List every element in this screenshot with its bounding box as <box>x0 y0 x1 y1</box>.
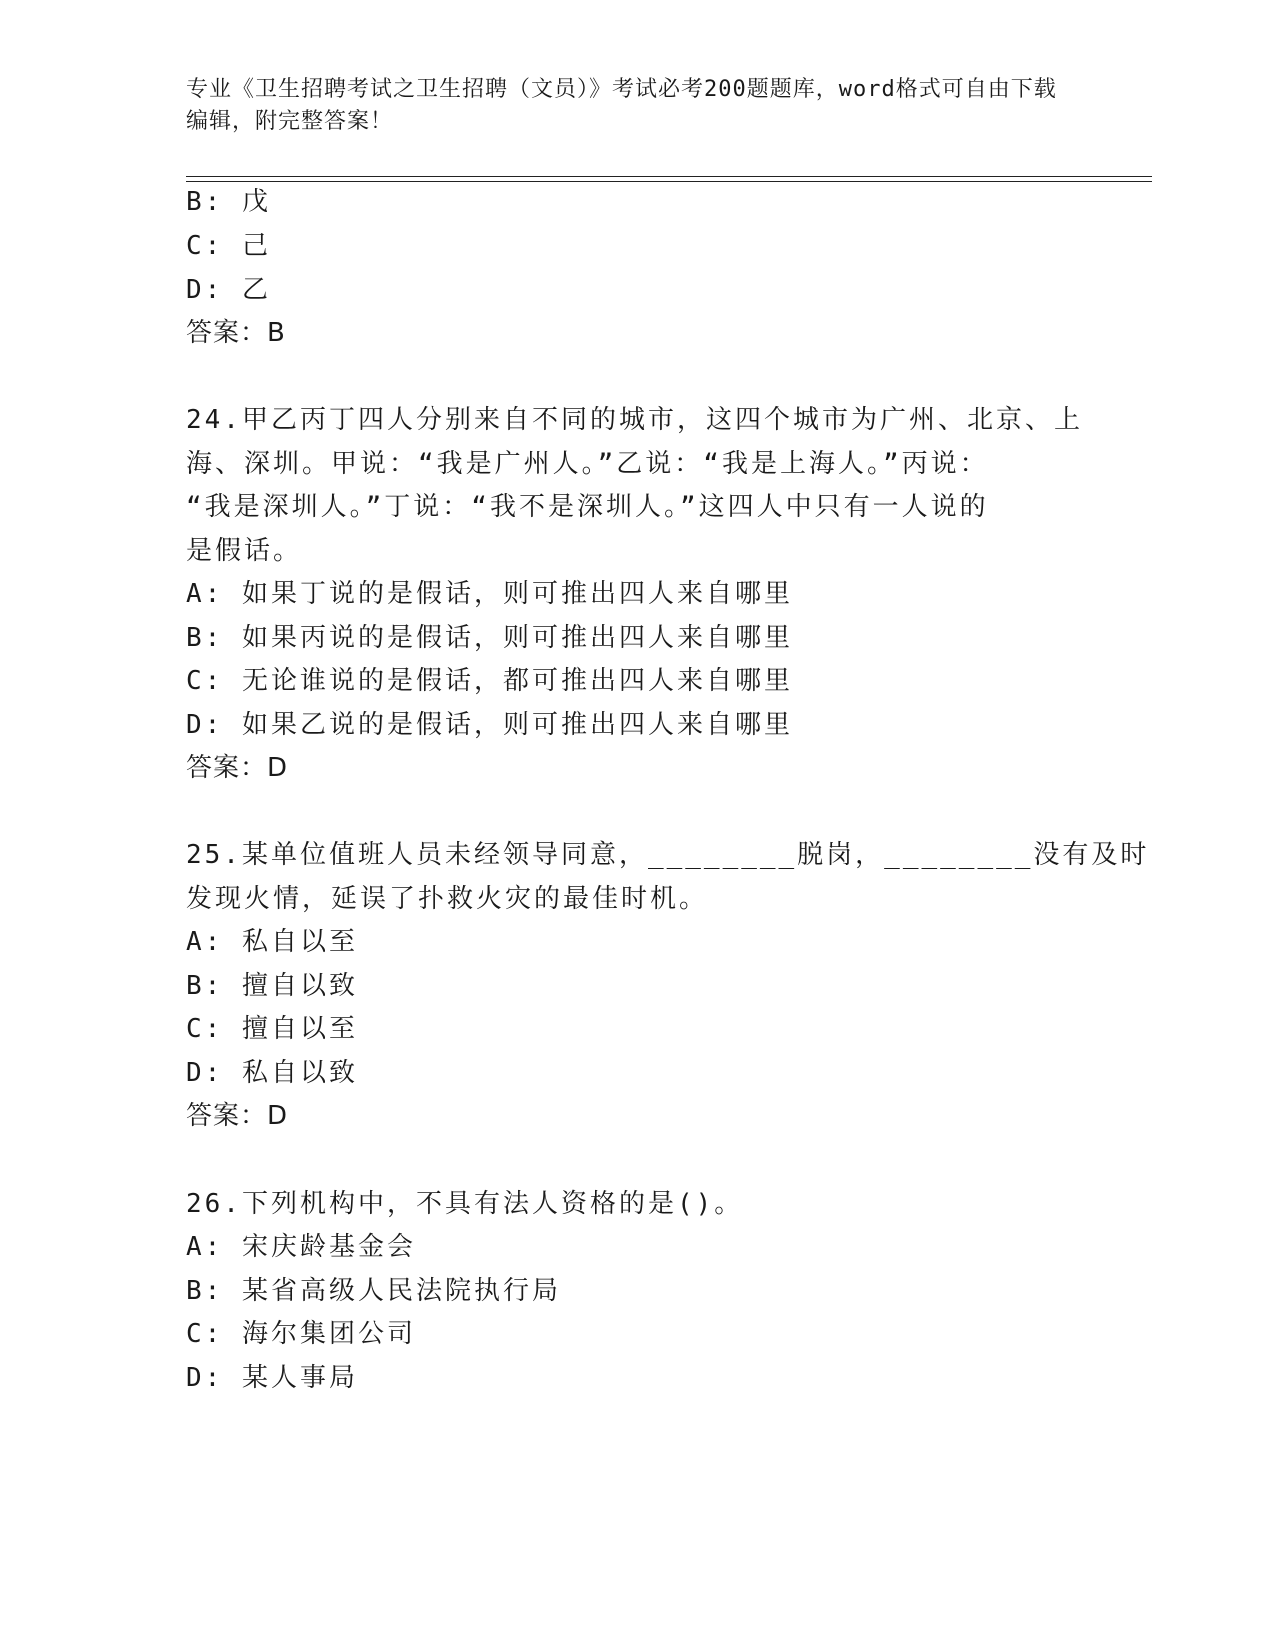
question-25-option-d: D: 私自以致 <box>186 1058 358 1088</box>
question-24-stem-line: 是假话。 <box>186 536 303 566</box>
question-24-stem-line: 海、深圳。甲说：“我是广州人。”乙说：“我是上海人。”丙说： <box>186 449 989 479</box>
document-header: 专业《卫生招聘考试之卫生招聘（文员）》考试必考200题题库，word格式可自由下载编辑，附完整答案！ <box>186 77 1057 134</box>
question-25-stem-line: 25.某单位值班人员未经领导同意，________脱岗，________没有及时 <box>186 840 1150 870</box>
question-25-option-c: C: 擅自以至 <box>186 1014 358 1044</box>
question-24-answer: 答案：D <box>186 753 289 783</box>
question-25-option-a: A: 私自以至 <box>186 927 358 957</box>
question-24-stem-line: “我是深圳人。”丁说：“我不是深圳人。”这四人中只有一人说的 <box>186 492 989 522</box>
answer: 答案：B <box>186 318 286 348</box>
question-24-option-d: D: 如果乙说的是假话，则可推出四人来自哪里 <box>186 710 793 740</box>
question-25-option-b: B: 擅自以致 <box>186 971 358 1001</box>
question-24-stem-line: 24.甲乙丙丁四人分别来自不同的城市，这四个城市为广州、北京、上 <box>186 405 1083 435</box>
question-24-option-a: A: 如果丁说的是假话，则可推出四人来自哪里 <box>186 579 793 609</box>
header-divider-top <box>186 176 1152 177</box>
question-26-option-d: D: 某人事局 <box>186 1363 358 1393</box>
option-d: D: 乙 <box>186 275 271 305</box>
option-c: C: 己 <box>186 231 271 261</box>
question-25-answer: 答案：D <box>186 1101 289 1131</box>
question-26-option-c: C: 海尔集团公司 <box>186 1319 416 1349</box>
question-25-stem-line: 发现火情，延误了扑救火灾的最佳时机。 <box>186 884 709 914</box>
question-24-option-b: B: 如果丙说的是假话，则可推出四人来自哪里 <box>186 623 793 653</box>
header-divider-bottom <box>186 181 1152 182</box>
question-26-option-a: A: 宋庆龄基金会 <box>186 1232 416 1262</box>
option-b: B: 戊 <box>186 187 271 217</box>
question-26-stem: 26.下列机构中，不具有法人资格的是()。 <box>186 1189 744 1219</box>
question-26-option-b: B: 某省高级人民法院执行局 <box>186 1276 561 1306</box>
question-24-option-c: C: 无论谁说的是假话，都可推出四人来自哪里 <box>186 666 793 696</box>
